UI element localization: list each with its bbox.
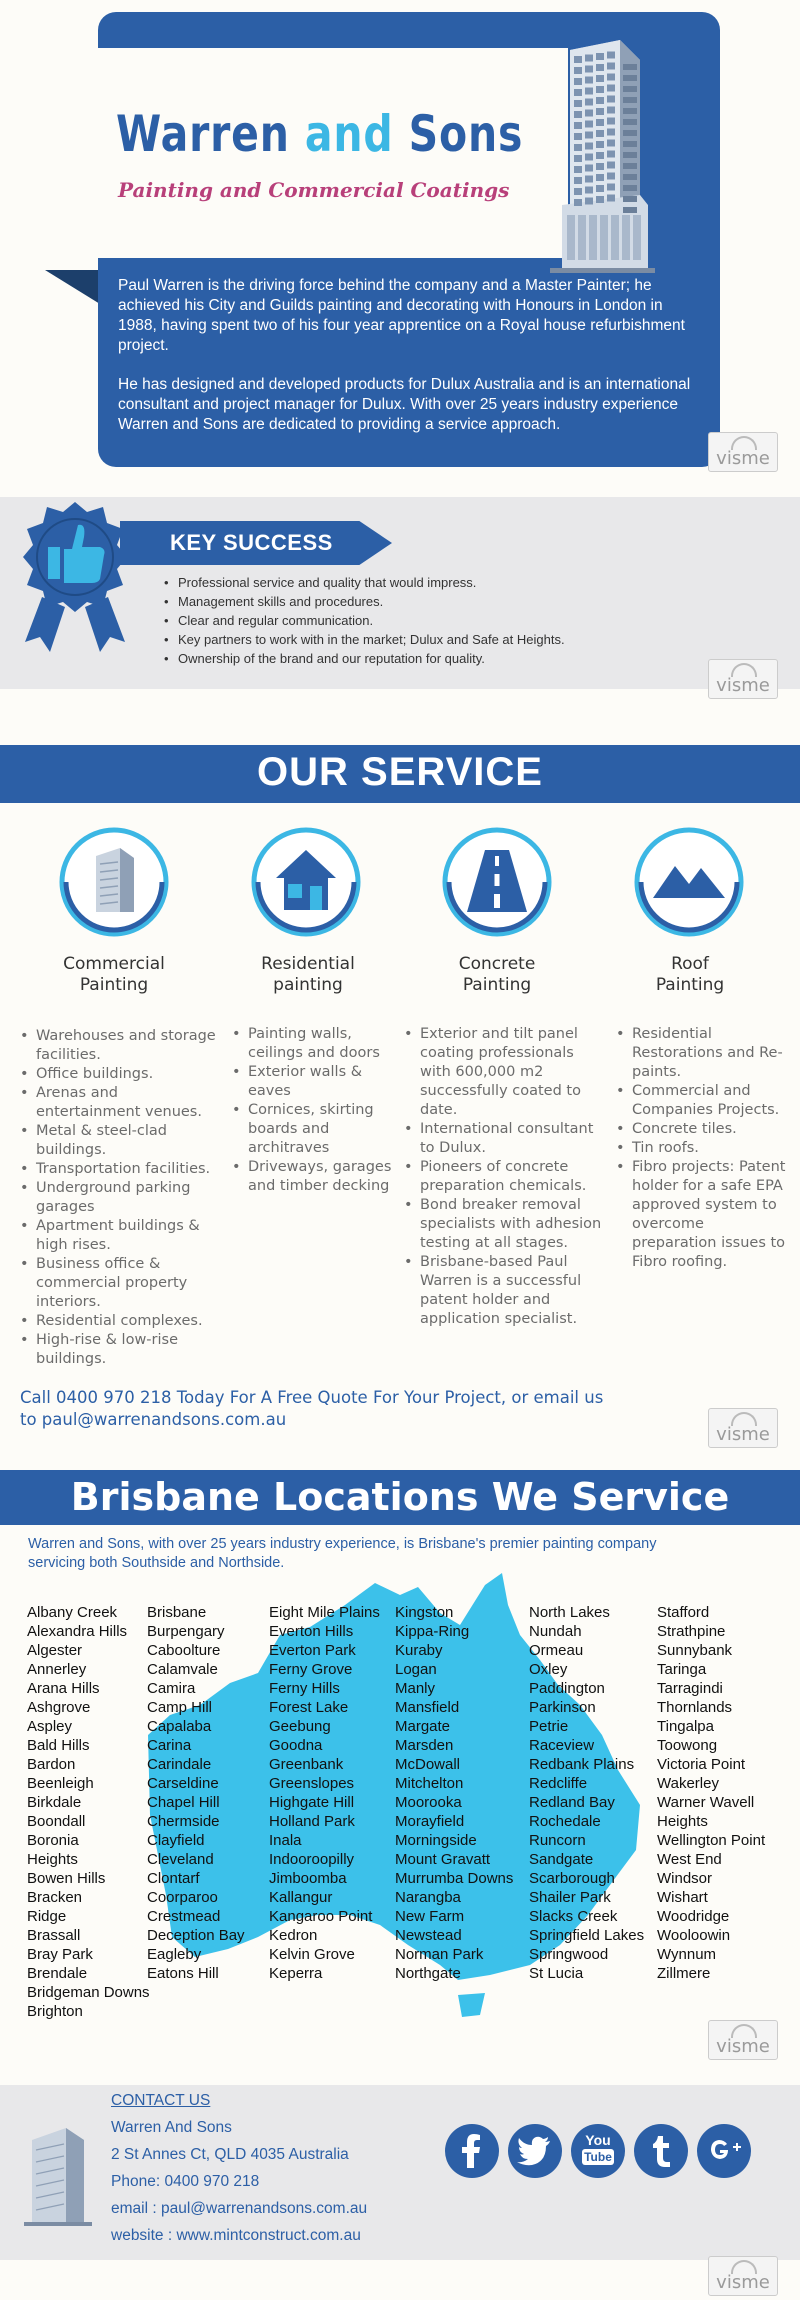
- visme-watermark[interactable]: visme: [708, 432, 778, 472]
- location-item: Nundah: [529, 1623, 582, 1640]
- location-item: Strathpine: [657, 1623, 726, 1640]
- location-item: Bardon: [27, 1756, 76, 1773]
- location-item: Petrie: [529, 1718, 569, 1735]
- list-item: • Key partners to work with in the market; Dulux and Safe at Heights.: [178, 630, 565, 649]
- location-item: Bray Park: [27, 1946, 93, 1963]
- google-plus-icon[interactable]: [697, 2124, 751, 2178]
- website-link[interactable]: www.mintconstruct.com.au: [176, 2227, 361, 2244]
- service-list-residential: [232, 1025, 397, 1196]
- location-item: Wynnum: [657, 1946, 717, 1963]
- location-item: Paddington: [529, 1680, 605, 1697]
- road-icon: [441, 826, 553, 938]
- bio-paragraph: Paul Warren is the driving force behind the company and a Master Painter; he achieved his City and Guilds painting and decorating with Honours in London in 1988, having spent two of his four year apprentice on a Royal house refurbishment project.: [118, 277, 685, 354]
- location-item: Woodridge: [657, 1908, 730, 1925]
- location-item: Brisbane: [147, 1604, 207, 1621]
- list-item: • Arenas and entertainment venues.: [20, 1084, 225, 1122]
- location-item: Slacks Creek: [529, 1908, 618, 1925]
- location-item: Forest Lake: [269, 1699, 349, 1716]
- youtube-icon[interactable]: You Tube: [571, 2124, 625, 2178]
- locations-column: [529, 1603, 644, 1983]
- building-icon: [540, 30, 655, 275]
- location-item: Camira: [147, 1680, 196, 1697]
- location-item: Carina: [147, 1737, 192, 1754]
- location-item: Springfield Lakes: [529, 1927, 645, 1944]
- location-item: Windsor: [657, 1870, 713, 1887]
- location-item: Chermside: [147, 1813, 220, 1830]
- building-icon: [22, 2122, 94, 2230]
- location-item: Cleveland: [147, 1851, 214, 1868]
- list-item: • Tin roofs.: [616, 1139, 791, 1158]
- list-item: • Residential complexes.: [20, 1312, 225, 1331]
- location-item: Zillmere: [657, 1965, 711, 1982]
- location-item: Boronia: [27, 1832, 79, 1849]
- list-item: • Bond breaker removal specialists with adhesion testing at all stages.: [404, 1196, 604, 1253]
- list-item: • Exterior walls & eaves: [232, 1063, 397, 1101]
- list-item: • International consultant to Dulux.: [404, 1120, 604, 1158]
- location-item: Wishart: [657, 1889, 708, 1906]
- location-item: Calamvale: [147, 1661, 218, 1678]
- location-item: Parkinson: [529, 1699, 596, 1716]
- location-item: Arana Hills: [27, 1680, 100, 1697]
- location-item: Thornlands: [657, 1699, 733, 1716]
- location-item: Sandgate: [529, 1851, 594, 1868]
- location-item: Crestmead: [147, 1908, 221, 1925]
- location-item: Bald Hills: [27, 1737, 90, 1754]
- location-item: Redland Bay: [529, 1794, 615, 1811]
- location-item: Sunnybank: [657, 1642, 733, 1659]
- location-item: Heights: [657, 1813, 708, 1830]
- call-to-action[interactable]: Call 0400 970 218 Today For A Free Quote For Your Project, or email us to paul@warrenandsons.com.au: [20, 1388, 604, 1429]
- locations-column: [147, 1603, 245, 1983]
- list-item: • Underground parking garages: [20, 1179, 225, 1217]
- location-item: Algester: [27, 1642, 83, 1659]
- location-item: St Lucia: [529, 1965, 584, 1982]
- list-item: • Brisbane-based Paul Warren is a successful patent holder and application specialist.: [404, 1253, 604, 1329]
- location-item: Moorooka: [395, 1794, 462, 1811]
- location-item: Victoria Point: [657, 1756, 746, 1773]
- list-item: • Business office & commercial property interiors.: [20, 1255, 225, 1312]
- location-item: Norman Park: [395, 1946, 484, 1963]
- list-item: • Residential Restorations and Re-paints.: [616, 1025, 791, 1082]
- key-success-title: KEY SUCCESS: [170, 530, 333, 555]
- location-item: Highgate Hill: [269, 1794, 355, 1811]
- website-line: website : www.mintconstruct.com.au: [111, 2227, 361, 2244]
- location-item: Alexandra Hills: [27, 1623, 128, 1640]
- location-item: Caboolture: [147, 1642, 221, 1659]
- company-subtitle: Painting and Commercial Coatings: [118, 178, 510, 202]
- thumbs-up-badge-icon: [20, 497, 130, 657]
- location-item: Inala: [269, 1832, 302, 1849]
- location-item: Coorparoo: [147, 1889, 218, 1906]
- location-item: Ferny Grove: [269, 1661, 353, 1678]
- list-item: • Commercial and Companies Projects.: [616, 1082, 791, 1120]
- location-item: Rochedale: [529, 1813, 601, 1830]
- locations-column: [269, 1603, 380, 1983]
- location-item: Albany Creek: [27, 1604, 118, 1621]
- location-item: Warner Wavell: [657, 1794, 755, 1811]
- house-icon: [250, 826, 362, 938]
- location-item: Wellington Point: [657, 1832, 766, 1849]
- facebook-icon[interactable]: [445, 2124, 499, 2178]
- company-title: Warren and Sons: [116, 105, 524, 163]
- list-item: • Apartment buildings & high rises.: [20, 1217, 225, 1255]
- location-item: Morningside: [395, 1832, 477, 1849]
- visme-watermark[interactable]: visme: [708, 1408, 778, 1448]
- location-item: Kallangur: [269, 1889, 333, 1906]
- location-item: Northgate: [395, 1965, 461, 1982]
- list-item: • Pioneers of concrete preparation chemicals.: [404, 1158, 604, 1196]
- bio-paragraph: He has designed and developed products for Dulux Australia and is an international consultant and project manager for Dulux. With over 25 years industry experience Warren and Sons are dedicated to providing a service approach.: [118, 376, 691, 433]
- service-name: Roof Painting: [655, 954, 725, 995]
- location-item: Deception Bay: [147, 1927, 245, 1944]
- location-item: Wooloowin: [657, 1927, 731, 1944]
- location-item: Tingalpa: [657, 1718, 714, 1735]
- list-item: • Professional service and quality that would impress.: [178, 573, 565, 592]
- location-item: Indooroopilly: [269, 1851, 355, 1868]
- location-item: Murrumba Downs: [395, 1870, 514, 1887]
- service-list-commercial: [20, 1027, 225, 1369]
- location-item: Heights: [27, 1851, 78, 1868]
- location-item: Springwood: [529, 1946, 609, 1963]
- location-item: Keperra: [269, 1965, 323, 1982]
- locations-column: [395, 1603, 513, 1983]
- location-item: Ridge: [27, 1908, 67, 1925]
- location-item: Holland Park: [269, 1813, 355, 1830]
- service-list-concrete: [404, 1025, 604, 1329]
- location-item: Kangaroo Point: [269, 1908, 373, 1925]
- list-item: • Fibro projects: Patent holder for a safe EPA approved system to overcome preparation issues to Fibro roofing.: [616, 1158, 791, 1272]
- service-name: Commercial Painting: [63, 954, 165, 995]
- phone-line: Phone: 0400 970 218: [111, 2173, 260, 2190]
- list-item: • Warehouses and storage facilities.: [20, 1027, 225, 1065]
- list-item: • Concrete tiles.: [616, 1120, 791, 1139]
- location-item: Boondall: [27, 1813, 86, 1830]
- location-item: Margate: [395, 1718, 451, 1735]
- list-item: • Transportation facilities.: [20, 1160, 225, 1179]
- list-item: • Metal & steel-clad buildings.: [20, 1122, 225, 1160]
- location-item: New Farm: [395, 1908, 465, 1925]
- location-item: Ashgrove: [27, 1699, 91, 1716]
- service-list-roof: [616, 1025, 791, 1272]
- location-item: Clayfield: [147, 1832, 205, 1849]
- location-item: Toowong: [657, 1737, 718, 1754]
- location-item: Geebung: [269, 1718, 331, 1735]
- location-item: Brassall: [27, 1927, 81, 1944]
- location-item: Aspley: [27, 1718, 73, 1735]
- email-link[interactable]: paul@warrenandsons.com.au: [160, 2200, 368, 2217]
- location-item: Bowen Hills: [27, 1870, 106, 1887]
- location-item: Carindale: [147, 1756, 212, 1773]
- location-item: Carseldine: [147, 1775, 219, 1792]
- location-item: Mansfield: [395, 1699, 460, 1716]
- phone-link[interactable]: 0400 970 218: [164, 2173, 260, 2190]
- location-item: Raceview: [529, 1737, 595, 1754]
- service-name: Concrete Painting: [458, 954, 536, 995]
- list-item: • High-rise & low-rise buildings.: [20, 1331, 225, 1369]
- roof-icon: [633, 826, 745, 938]
- location-item: West End: [657, 1851, 722, 1868]
- location-item: Oxley: [529, 1661, 568, 1678]
- list-item: • Driveways, garages and timber decking: [232, 1158, 397, 1196]
- location-item: Kuraby: [395, 1642, 443, 1659]
- location-item: Shailer Park: [529, 1889, 611, 1906]
- list-item: • Exterior and tilt panel coating professionals with 600,000 m2 successfully coated to date.: [404, 1025, 604, 1120]
- location-item: Annerley: [27, 1661, 87, 1678]
- our-service-title: OUR SERVICE: [257, 750, 543, 794]
- location-item: Tarragindi: [657, 1680, 723, 1697]
- location-item: Ormeau: [529, 1642, 584, 1659]
- company-bio: [118, 276, 698, 454]
- location-item: McDowall: [395, 1756, 461, 1773]
- location-item: Kedron: [269, 1927, 318, 1944]
- locations-column: [657, 1603, 765, 1983]
- locations-title: Brisbane Locations We Service: [70, 1475, 730, 1519]
- location-item: Greenslopes: [269, 1775, 355, 1792]
- location-item: Redcliffe: [529, 1775, 588, 1792]
- location-item: Jimboomba: [269, 1870, 347, 1887]
- location-item: Chapel Hill: [147, 1794, 220, 1811]
- location-item: Beenleigh: [27, 1775, 94, 1792]
- location-item: Everton Park: [269, 1642, 356, 1659]
- building-icon: [58, 826, 170, 938]
- location-item: Manly: [395, 1680, 436, 1697]
- location-item: Greenbank: [269, 1756, 344, 1773]
- contact-info: [111, 2087, 367, 2249]
- location-item: Mount Gravatt: [395, 1851, 491, 1868]
- location-item: North Lakes: [529, 1604, 610, 1621]
- location-item: Camp Hill: [147, 1699, 213, 1716]
- location-item: Eight Mile Plains: [269, 1604, 380, 1621]
- key-success-list: [178, 573, 565, 668]
- location-item: Scarborough: [529, 1870, 615, 1887]
- list-item: • Painting walls, ceilings and doors: [232, 1025, 397, 1063]
- location-item: Bracken: [27, 1889, 83, 1906]
- location-item: Kingston: [395, 1604, 454, 1621]
- location-item: Birkdale: [27, 1794, 82, 1811]
- list-item: • Cornices, skirting boards and architraves: [232, 1101, 397, 1158]
- location-item: Ferny Hills: [269, 1680, 340, 1697]
- location-item: Taringa: [657, 1661, 707, 1678]
- list-item: • Management skills and procedures.: [178, 592, 565, 611]
- location-item: Burpengary: [147, 1623, 225, 1640]
- company-name: Warren And Sons: [111, 2119, 232, 2136]
- location-item: Morayfield: [395, 1813, 465, 1830]
- tumblr-icon[interactable]: [634, 2124, 688, 2178]
- location-item: Clontarf: [147, 1870, 200, 1887]
- locations-intro: Warren and Sons, with over 25 years industry experience, is Brisbane's premier painting company servicing both Southside and Northside.: [28, 1536, 657, 1571]
- address: 2 St Annes Ct, QLD 4035 Australia: [111, 2146, 349, 2163]
- location-item: Brendale: [27, 1965, 88, 1982]
- location-item: Eatons Hill: [147, 1965, 219, 1982]
- location-item: Narangba: [395, 1889, 461, 1906]
- list-item: • Clear and regular communication.: [178, 611, 565, 630]
- list-item: • Office buildings.: [20, 1065, 225, 1084]
- location-item: Goodna: [269, 1737, 323, 1754]
- twitter-icon[interactable]: [508, 2124, 562, 2178]
- location-item: Everton Hills: [269, 1623, 354, 1640]
- location-item: Kippa-Ring: [395, 1623, 470, 1640]
- location-item: Marsden: [395, 1737, 454, 1754]
- location-item: Newstead: [395, 1927, 462, 1944]
- location-item: Redbank Plains: [529, 1756, 635, 1773]
- list-item: • Ownership of the brand and our reputation for quality.: [178, 649, 565, 668]
- visme-watermark[interactable]: visme: [708, 659, 778, 699]
- location-item: Brighton: [27, 2003, 83, 2020]
- contact-us-link[interactable]: CONTACT US: [111, 2092, 211, 2109]
- location-item: Kelvin Grove: [269, 1946, 355, 1963]
- location-item: Runcorn: [529, 1832, 586, 1849]
- location-item: Bridgeman Downs: [27, 1984, 150, 2001]
- location-item: Mitchelton: [395, 1775, 464, 1792]
- visme-watermark[interactable]: visme: [708, 2256, 778, 2296]
- location-item: Logan: [395, 1661, 437, 1678]
- service-name: Residential painting: [261, 954, 355, 995]
- locations-column: [27, 1603, 150, 2021]
- location-item: Stafford: [657, 1604, 710, 1621]
- location-item: Capalaba: [147, 1718, 212, 1735]
- location-item: Wakerley: [657, 1775, 719, 1792]
- email-line: email : paul@warrenandsons.com.au: [111, 2200, 368, 2217]
- header-fold: [45, 270, 100, 304]
- location-item: Eagleby: [147, 1946, 202, 1963]
- visme-watermark[interactable]: visme: [708, 2020, 778, 2060]
